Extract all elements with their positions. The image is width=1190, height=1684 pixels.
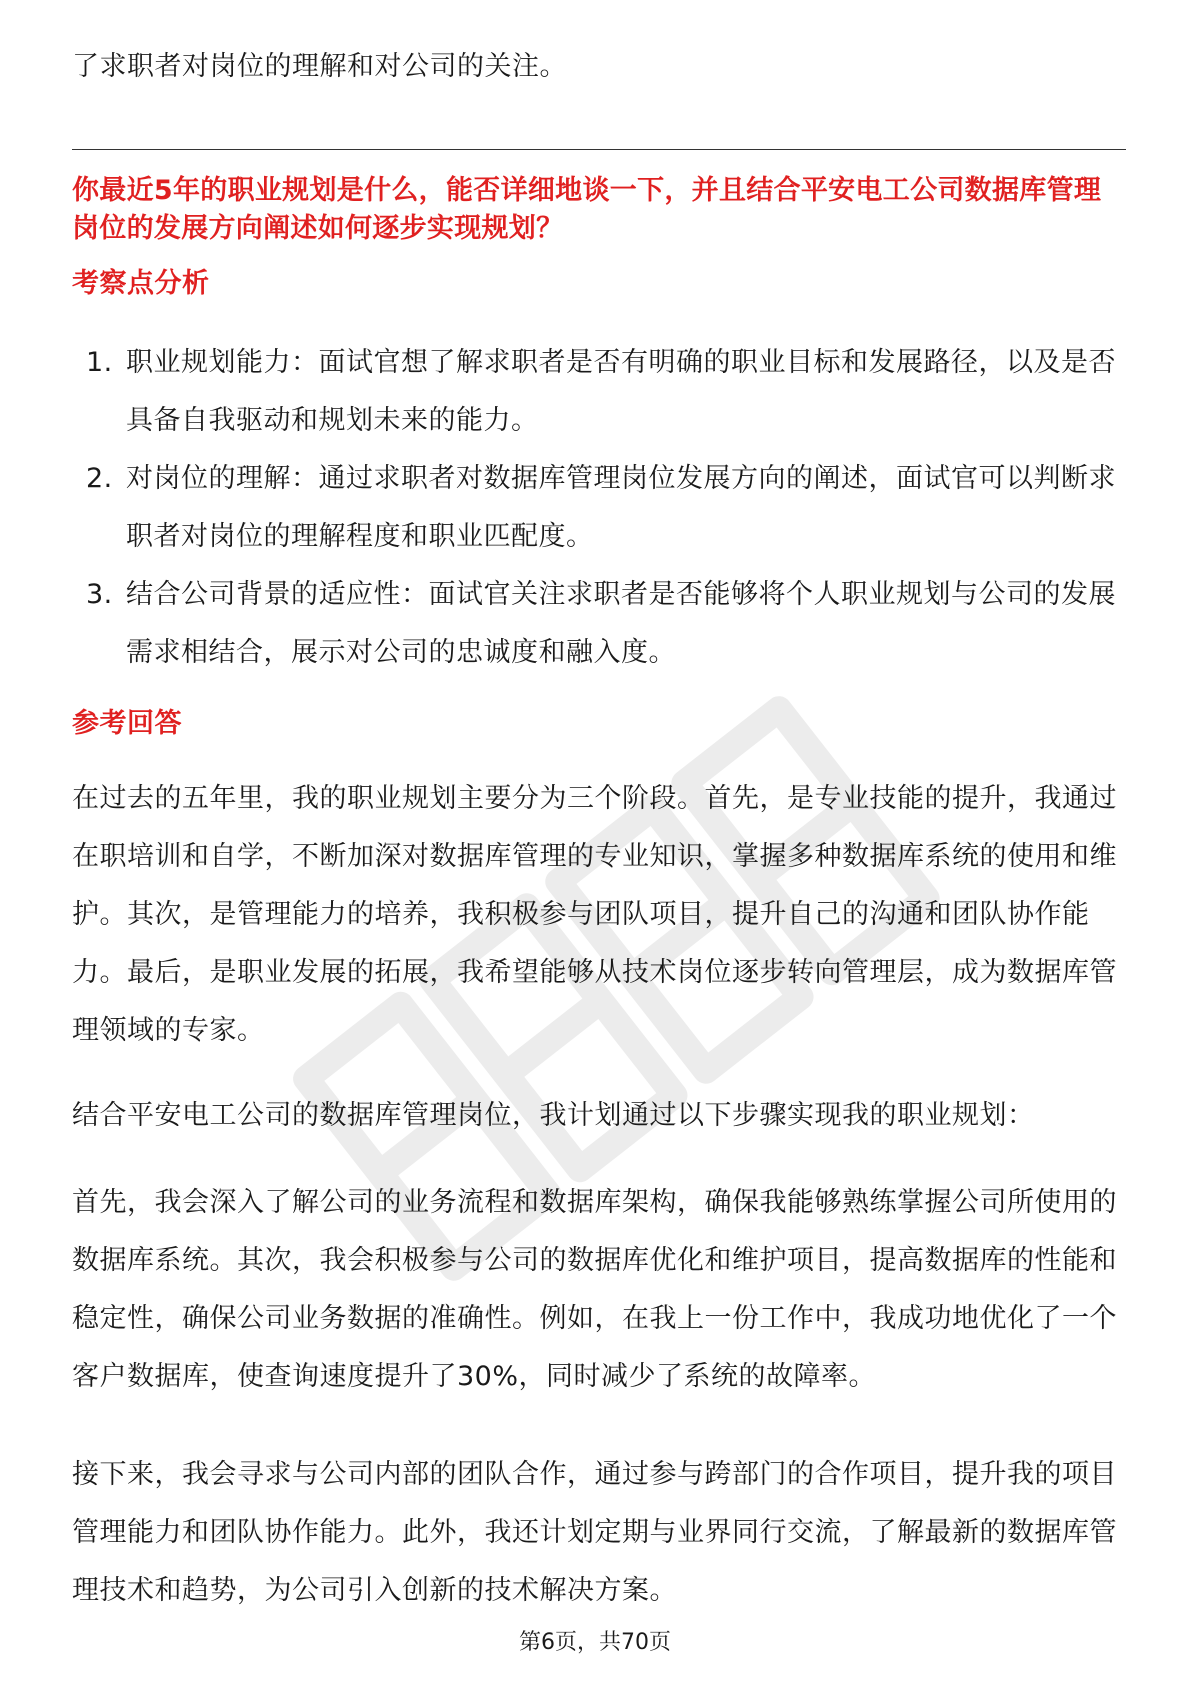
- list-item: [72, 566, 1126, 682]
- list-item-number: 1.: [86, 347, 113, 378]
- list-item-text: 结合公司背景的适应性：面试官关注求职者是否能够将个人职业规划与公司的发展需求相结合，展示对公司的忠诚度和融入度。: [126, 579, 1116, 668]
- section-divider: [72, 149, 1126, 150]
- page-number-footer: 第6页，共70页: [519, 1630, 671, 1655]
- answer-paragraph: 在过去的五年里，我的职业规划主要分为三个阶段。首先，是专业技能的提升，我通过在职培训和自学，不断加深对数据库管理的专业知识，掌握多种数据库系统的使用和维护。其次，是管理能力的培养，我积极参与团队项目，提升自己的沟通和团队协作能力。最后，是职业发展的拓展，我希望能够从技术岗位逐步转向管理层，成为数据库管理领域的专家。: [72, 783, 1117, 1046]
- list-item-text: 对岗位的理解：通过求职者对数据库管理岗位发展方向的阐述，面试官可以判断求职者对岗位的理解程度和职业匹配度。: [126, 463, 1116, 552]
- list-item: [72, 450, 1126, 566]
- question-title: 你最近5年的职业规划是什么，能否详细地谈一下，并且结合平安电工公司数据库管理岗位的发展方向阐述如何逐步实现规划？: [72, 175, 1102, 244]
- analysis-heading: 考察点分析: [72, 268, 210, 299]
- list-item-text: 职业规划能力：面试官想了解求职者是否有明确的职业目标和发展路径，以及是否具备自我驱动和规划未来的能力。: [126, 347, 1116, 436]
- list-item-number: 2.: [86, 463, 113, 494]
- list-item-number: 3.: [86, 579, 113, 610]
- analysis-list: [72, 334, 1126, 682]
- list-item: [72, 334, 1126, 450]
- answer-paragraph: 结合平安电工公司的数据库管理岗位，我计划通过以下步骤实现我的职业规划：: [72, 1100, 1035, 1131]
- answer-heading: 参考回答: [72, 708, 182, 739]
- intro-tail-text: 了求职者对岗位的理解和对公司的关注。: [72, 51, 567, 82]
- answer-paragraph: 接下来，我会寻求与公司内部的团队合作，通过参与跨部门的合作项目，提升我的项目管理能力和团队协作能力。此外，我还计划定期与业界同行交流，了解最新的数据库管理技术和趋势，为公司引入创新的技术解决方案。: [72, 1459, 1117, 1606]
- answer-paragraph: 首先，我会深入了解公司的业务流程和数据库架构，确保我能够熟练掌握公司所使用的数据库系统。其次，我会积极参与公司的数据库优化和维护项目，提高数据库的性能和稳定性，确保公司业务数据的准确性。例如，在我上一份工作中，我成功地优化了一个客户数据库，使查询速度提升了30%，同时减少了系统的故障率。: [72, 1187, 1117, 1392]
